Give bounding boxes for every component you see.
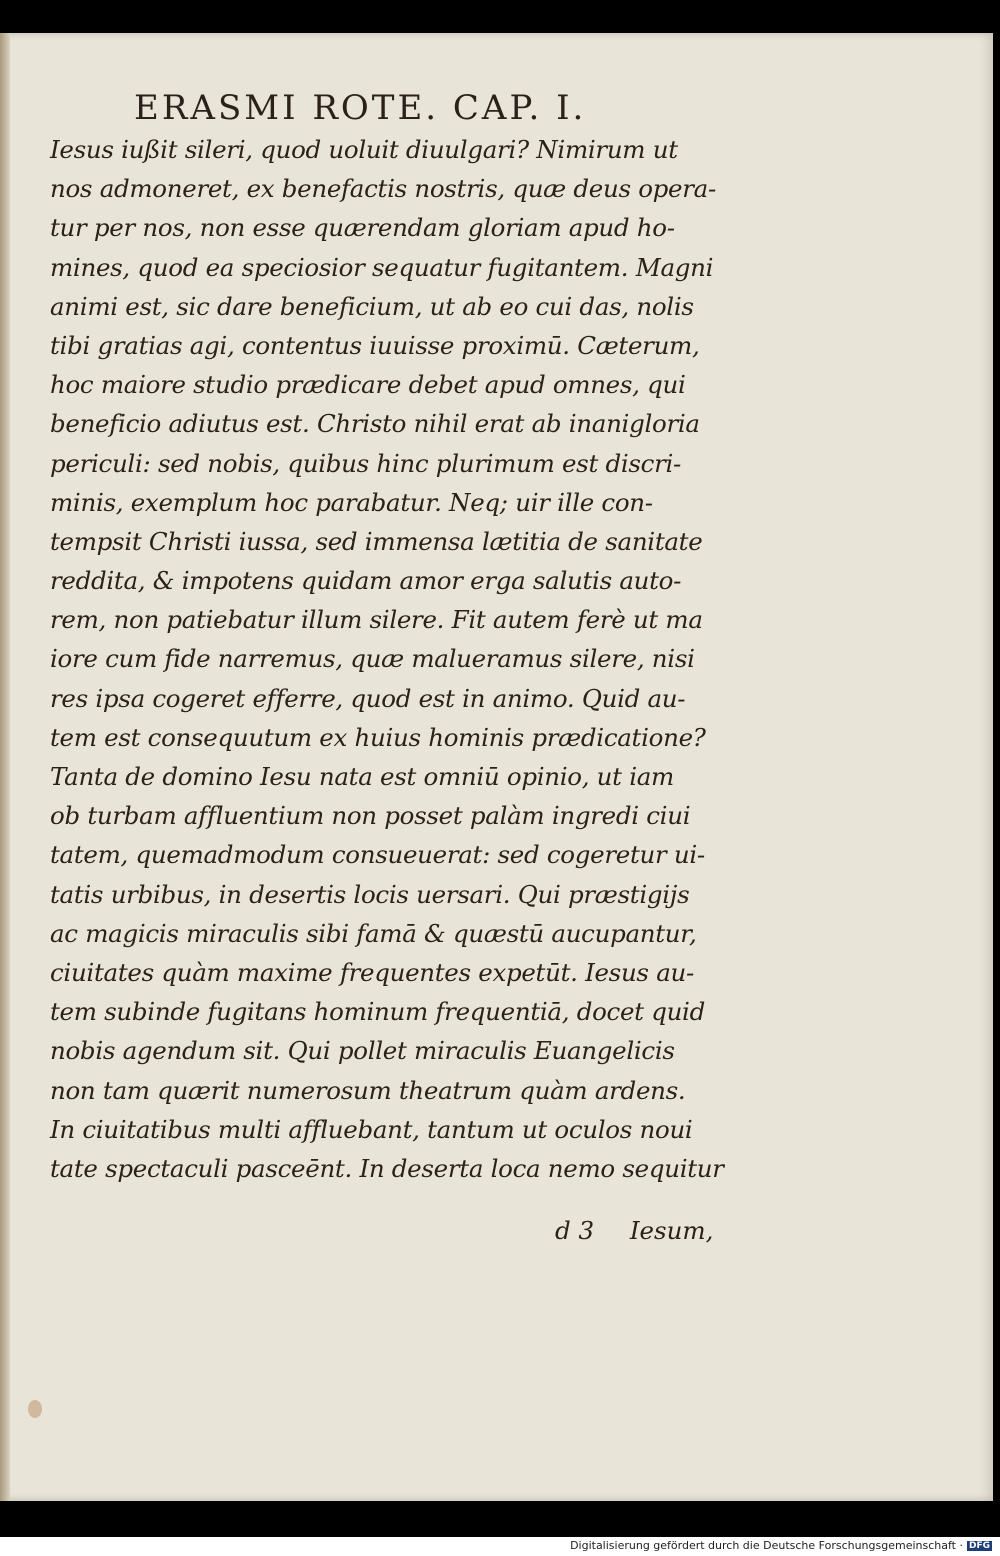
text-line: In ciuitatibus multi affluebant, tantum ut oculos noui <box>50 1114 693 1144</box>
page-gutter <box>0 33 10 1501</box>
body-text <box>50 130 724 1188</box>
text-line: nos admoneret, ex benefactis nostris, quæ deus opera- <box>50 174 716 204</box>
text-line: Iesus iußit sileri, quod uoluit diuulgari? Nimirum ut <box>50 135 678 164</box>
text-line: ciuitates quàm maxime frequentes expetūt. Iesus au- <box>50 957 694 987</box>
text-line: tatem, quemadmodum consueuerat: sed cogeretur ui- <box>50 840 705 870</box>
funding-footer <box>570 1539 992 1552</box>
text-line: beneficio adiutus est. Christo nihil erat ab inanigloria <box>50 409 700 439</box>
text-line: nobis agendum sit. Qui pollet miraculis Euangelicis <box>50 1036 675 1066</box>
text-line: ac magicis miraculis sibi famā & quæstū aucupantur, <box>50 918 697 948</box>
signature-mark: d 3 <box>555 1216 595 1245</box>
text-line: res ipsa cogeret efferre, quod est in animo. Quid au- <box>50 683 686 713</box>
text-line: tur per nos, non esse quærendam gloriam apud ho- <box>50 213 675 243</box>
text-line: Tanta de domino Iesu nata est omniū opinio, ut iam <box>50 762 674 791</box>
paper-stain <box>28 1400 42 1418</box>
text-line: iore cum fide narremus, quæ malueramus silere, nisi <box>50 644 695 674</box>
text-line: reddita, & impotens quidam amor erga salutis auto- <box>50 566 682 596</box>
text-line: tempsit Christi iussa, sed immensa lætitia de sanitate <box>50 526 703 556</box>
text-line: periculi: sed nobis, quibus hinc plurimum est discri- <box>50 448 682 478</box>
text-line: mines, quod ea speciosior sequatur fugitantem. Magni <box>50 252 714 282</box>
text-line: tibi gratias agi, contentus iuuisse proximū. Cæterum, <box>50 330 700 360</box>
text-line: hoc maiore studio prædicare debet apud omnes, qui <box>50 370 686 400</box>
text-line: ob turbam affluentium non posset palàm ingredi ciui <box>50 801 691 831</box>
text-line: tem est consequutum ex huius hominis prædicatione? <box>50 722 706 752</box>
text-line: tate spectaculi pasceēnt. In deserta loca nemo sequitur <box>50 1153 724 1183</box>
funding-text: Digitalisierung gefördert durch die Deutsche Forschungsgemeinschaft · <box>570 1539 963 1552</box>
dfg-logo: DFG <box>968 1541 990 1551</box>
text-line: rem, non patiebatur illum silere. Fit autem ferè ut ma <box>50 605 703 635</box>
text-line: minis, exemplum hoc parabatur. Neq; uir ille con- <box>50 487 653 517</box>
running-header: ERASMI ROTE. CAP. I. <box>134 88 587 128</box>
text-line: non tam quærit numerosum theatrum quàm ardens. <box>50 1075 686 1105</box>
text-line: animi est, sic dare beneficium, ut ab eo cui das, nolis <box>50 291 694 321</box>
text-line: tem subinde fugitans hominum frequentiā, docet quid <box>50 997 705 1027</box>
catchword: Iesum, <box>629 1216 714 1245</box>
text-line: tatis urbibus, in desertis locis uersari. Qui præstigijs <box>50 879 690 909</box>
signature-line <box>555 1216 713 1245</box>
